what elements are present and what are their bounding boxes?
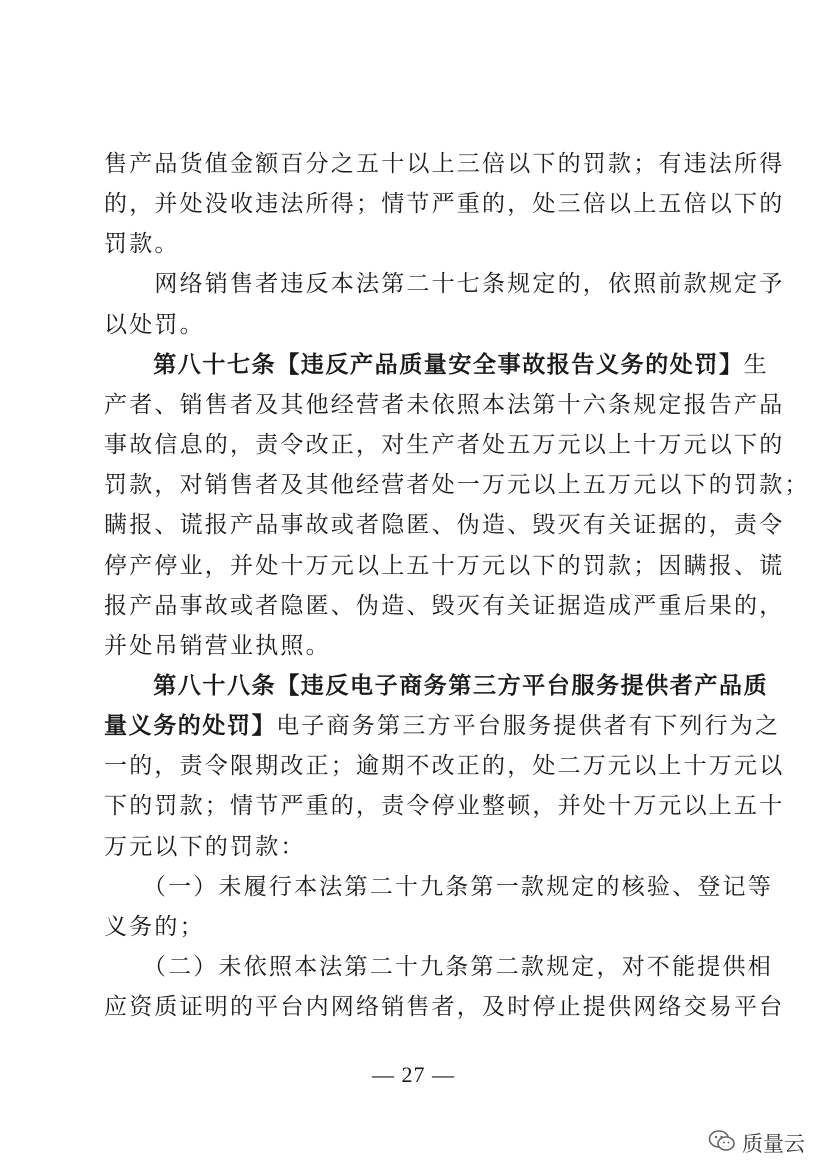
- line-text: 应资质证明的平台内网络销售者，及时停止提供网络交易平台: [104, 994, 785, 1021]
- line-text: 电子商务第三方平台服务提供者有下列行为之: [276, 713, 781, 740]
- line-text: 网络销售者违反本法第二十七条规定的，依照前款规定予: [104, 271, 785, 298]
- text-line: [104, 586, 785, 626]
- text-line: [104, 505, 785, 545]
- text-line: [104, 144, 785, 184]
- text-line: [104, 746, 785, 786]
- line-text: 报产品事故或者隐匿、伪造、毁灭有关证据造成严重后果的，: [104, 592, 785, 619]
- line-text: （二）未依照本法第二十九条第二款规定，对不能提供相: [104, 954, 773, 980]
- text-line: [104, 987, 785, 1027]
- page-number: — 27 —: [372, 1062, 455, 1087]
- text-line: [104, 546, 785, 586]
- text-line: [104, 666, 769, 706]
- text-line: [104, 947, 773, 987]
- text-line: [104, 465, 810, 505]
- text-line: [104, 305, 724, 345]
- article-heading: 量义务的处罚】: [104, 713, 277, 740]
- line-text: 万元以下的罚款：: [104, 833, 306, 860]
- line-text: 以处罚。: [104, 311, 205, 338]
- line-text: 并处吊销营业执照。: [104, 632, 331, 659]
- line-text: 义务的；: [104, 913, 205, 940]
- watermark: [708, 1128, 805, 1158]
- text-line: [104, 224, 724, 264]
- article-heading: 第八十七条【违反产品质量安全事故报告义务的处罚】: [104, 351, 744, 378]
- text-line: [104, 264, 785, 304]
- text-line: [104, 425, 785, 465]
- line-text: 的，并处没收违法所得；情节严重的，处三倍以上五倍以下的: [104, 191, 785, 218]
- text-line: [104, 345, 769, 385]
- line-text: （一）未履行本法第二十九条第一款规定的核验、登记等: [104, 873, 773, 900]
- line-text: 产者、销售者及其他经营者未依照本法第十六条规定报告产品: [104, 391, 785, 418]
- line-text: 下的罚款；情节严重的，责令停业整顿，并处十万元以上五十: [104, 793, 785, 820]
- text-line: [104, 786, 785, 826]
- text-line: [104, 867, 773, 907]
- watermark-label: 质量云: [742, 1132, 805, 1156]
- text-line: [104, 626, 724, 666]
- line-text: 售产品货值金额百分之五十以上三倍以下的罚款；有违法所得: [104, 151, 785, 177]
- line-text: 罚款。: [104, 231, 180, 258]
- text-line: [104, 907, 724, 947]
- line-text: 罚款，对销售者及其他经营者处一万元以上五万元以下的罚款；: [104, 472, 810, 499]
- line-text: 事故信息的，责令改正，对生产者处五万元以上十万元以下的: [104, 432, 785, 459]
- wechat-icon: [708, 1129, 736, 1158]
- article-heading: 第八十八条【违反电子商务第三方平台服务提供者产品质: [104, 672, 769, 699]
- text-line: [104, 184, 785, 224]
- line-text: 停产停业，并处十万元以上五十万元以下的罚款；因瞒报、谎: [104, 552, 785, 579]
- text-line: [104, 827, 724, 867]
- line-text: 生: [743, 351, 769, 378]
- text-line: [104, 706, 781, 746]
- line-text: 一的，责令限期改正；逾期不改正的，处二万元以上十万元以: [104, 753, 785, 780]
- text-line: [104, 385, 785, 425]
- line-text: 瞒报、谎报产品事故或者隐匿、伪造、毁灭有关证据的，责令: [104, 512, 785, 539]
